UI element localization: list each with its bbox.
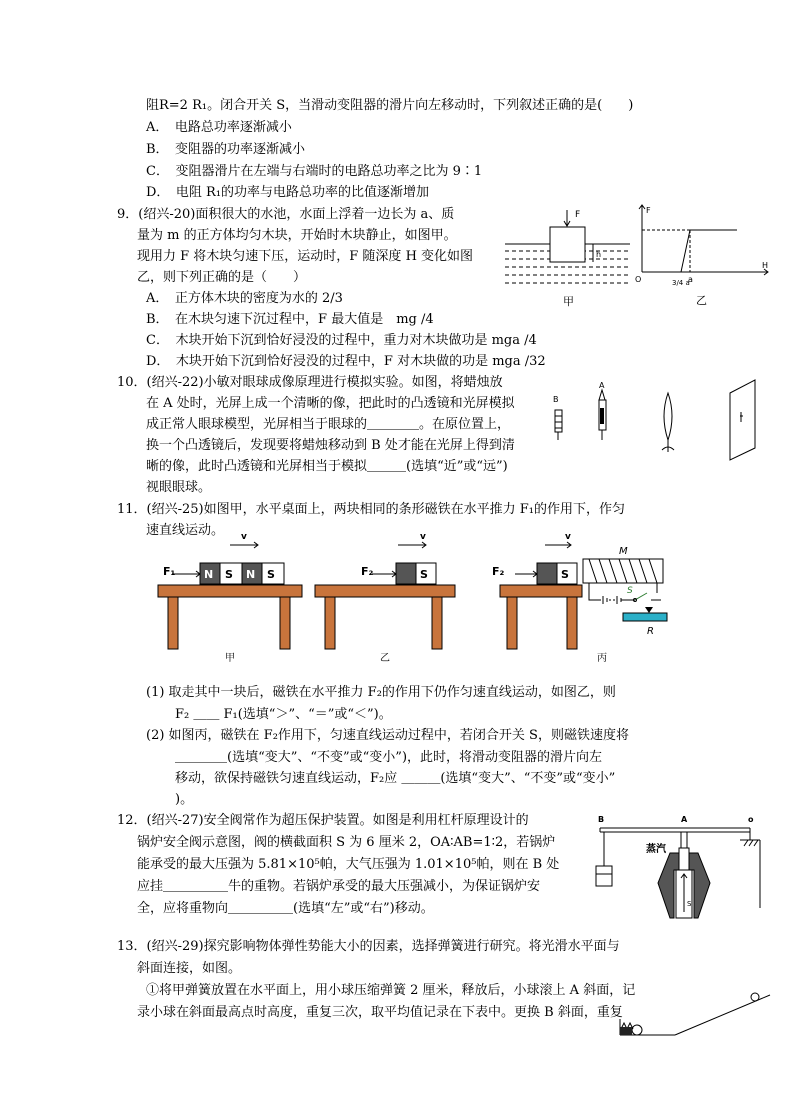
q9-label-h: h xyxy=(596,250,602,259)
q12-line-4: 应挂＿＿＿＿＿牛的重物。若锅炉承受的最大压强减小，为保证锅炉安 xyxy=(137,879,541,894)
q12-line-5: 全，应将重物向＿＿＿＿＿(选填“左”或“右”)移动。 xyxy=(137,901,434,916)
q11-yi-magnet-s: S xyxy=(420,568,428,581)
q11-jia-magnet-s1: S xyxy=(225,568,233,581)
q9-option-d: D． 木块开始下沉到恰好浸没的过程中，F 对木块做的功是 mga /32 xyxy=(146,354,546,369)
q11-jia-velocity: v xyxy=(241,532,247,542)
q11-caption-yi: 乙 xyxy=(380,653,390,664)
q11-bing-label-m: M xyxy=(619,546,628,557)
q11-caption-bing: 丙 xyxy=(597,653,607,664)
q11-figure-yi xyxy=(310,525,460,665)
q12-label-s: S xyxy=(687,900,692,908)
q9-option-a: A． 正方体木块的密度为水的 2/3 xyxy=(146,291,343,306)
q12-label-o: o xyxy=(748,815,754,824)
q11-part1-line-2: F₂ ＿＿ F₁(选填“＞”、“＝”或“＜”)。 xyxy=(175,707,392,722)
q9-graph-label-o: O xyxy=(635,275,642,284)
q8-option-a: A． 电路总功率逐渐减小 xyxy=(146,120,292,135)
q11-caption-jia: 甲 xyxy=(225,653,235,664)
q11-jia-f1: F₁ xyxy=(163,565,176,578)
q13-line-1: 13．(绍兴-29)探究影响物体弹性势能大小的因素，选择弹簧进行研究。将光滑水平面与 xyxy=(117,939,620,954)
q9-caption-jia: 甲 xyxy=(563,295,574,308)
q10-line-5: 晰的像，此时凸透镜和光屏相当于模拟＿＿＿(选填“近”或“远”) xyxy=(146,459,508,474)
q12-figure xyxy=(590,808,780,928)
q10-label-b: B xyxy=(553,395,559,404)
q10-line-4: 换一个凸透镜后，发现要将蜡烛移动到 B 处才能在光屏上得到清 xyxy=(146,438,515,453)
q11-bing-label-switch: S xyxy=(627,586,633,596)
q9-graph-label-a: a xyxy=(688,275,693,284)
q12-label-a: A xyxy=(681,815,688,824)
q13-figure xyxy=(615,985,775,1045)
q11-jia-magnet-n2: N xyxy=(246,568,256,581)
q10-line-2: 在 A 处时，光屏上成一个清晰的像，把此时的凸透镜和光屏模拟 xyxy=(146,396,515,411)
q11-bing-velocity: v xyxy=(565,532,571,542)
q11-part2-line-1: (2) 如图丙，磁铁在 F₂作用下，匀速直线运动过程中，若闭合开关 S，则磁铁速度将 xyxy=(146,728,629,743)
q12-line-1: 12．(绍兴-27)安全阀常作为超压保护装置。如图是利用杠杆原理设计的 xyxy=(117,813,529,828)
q9-option-b: B． 在木块匀速下沉过程中，F 最大值是 mg /4 xyxy=(146,312,434,327)
q9-option-c: C． 木块开始下沉到恰好浸没的过程中，重力对木块做功是 mga /4 xyxy=(146,333,537,348)
q8-stem: 阻R=2 R₁。闭合开关 S，当滑动变阻器的滑片向左移动时，下列叙述正确的是( ) xyxy=(146,98,634,113)
q11-bing-magnet-s: S xyxy=(561,568,569,581)
q12-label-steam: 蒸汽 xyxy=(646,844,666,855)
q11-figure-bing xyxy=(485,525,685,665)
q12-line-3: 能承受的最大压强为 5.81×10⁵帕，大气压强为 1.01×10⁵帕，则在 B 处 xyxy=(137,857,560,872)
q11-yi-velocity: v xyxy=(420,532,426,542)
q11-part2-line-4: )。 xyxy=(175,792,194,807)
q9-label-f: F xyxy=(575,210,581,220)
q11-bing-f2: F₂ xyxy=(492,565,505,578)
q11-jia-magnet-n1: N xyxy=(204,568,214,581)
q13-line-3: ①将甲弹簧放置在水平面上，用小球压缩弹簧 2 厘米，释放后，小球滚上 A 斜面，记 xyxy=(146,983,636,998)
q9-graph-label-f: F xyxy=(646,206,651,215)
q11-line-2: 速直线运动。 xyxy=(146,523,225,538)
q9-line-4: 乙，则下列正确的是（ ） xyxy=(137,270,307,285)
q12-label-b: B xyxy=(598,815,605,824)
q9-line-3: 现用力 F 将木块匀速下压，运动时，F 随深度 H 变化如图 xyxy=(137,249,474,264)
q11-line-1: 11．(绍兴-25)如图甲，水平桌面上，两块相同的条形磁铁在水平推力 F₁的作用下，作匀 xyxy=(117,502,625,517)
q10-label-a: A xyxy=(599,381,605,390)
q9-figure-jia xyxy=(505,205,630,313)
q9-graph-label-34a: 3/4 a xyxy=(672,279,690,287)
q11-part1-line-1: (1) 取走其中一块后，磁铁在水平推力 F₂的作用下仍作匀速直线运动，如图乙，则 xyxy=(146,685,616,700)
q13-line-4: 录小球在斜面最高点时高度，重复三次，取平均值记录在下表中。更换 B 斜面，重复 xyxy=(137,1005,623,1020)
q13-line-2: 斜面连接，如图。 xyxy=(137,961,242,976)
q9-figure-yi xyxy=(632,200,772,308)
q9-line-1: 9．(绍兴-20)面积很大的水池，水面上浮着一边长为 a、质 xyxy=(117,207,455,222)
q9-graph-label-h: H xyxy=(762,261,769,270)
q11-yi-f2: F₂ xyxy=(361,565,374,578)
q8-option-c: C． 变阻器滑片在左端与右端时的电路总功率之比为 9∶1 xyxy=(146,164,483,179)
q8-option-b: B． 变阻器的功率逐渐减小 xyxy=(146,142,306,157)
q11-figure-jia xyxy=(150,525,300,665)
q9-caption-yi: 乙 xyxy=(696,294,707,307)
q8-option-d: D． 电阻 R₁的功率与电路总功率的比值逐渐增加 xyxy=(146,185,430,200)
q11-part2-line-3: 移动，欲保持磁铁匀速直线运动，F₂应 ＿＿＿(选填“变大”、“不变”或“变小” xyxy=(175,771,616,786)
q10-line-6: 视眼眼球。 xyxy=(146,480,212,495)
q11-bing-label-r: R xyxy=(647,626,654,637)
q11-part2-line-2: ＿＿＿＿(选填“变大”、“不变”或“变小”)，此时，将滑动变阻器的滑片向左 xyxy=(175,750,603,765)
q10-line-1: 10．(绍兴-22)小敏对眼球成像原理进行模拟实验。如图，将蜡烛放 xyxy=(117,375,503,390)
q10-line-3: 成正常人眼球模型，光屏相当于眼球的＿＿＿＿。在原位置上， xyxy=(146,417,511,432)
q10-figure xyxy=(550,378,780,468)
q12-line-2: 锅炉安全阀示意图，阀的横截面积 S 为 6 厘米 2，OA∶AB=1∶2，若锅炉 xyxy=(137,835,556,850)
q9-line-2: 量为 m 的正方体均匀木块，开始时木块静止，如图甲。 xyxy=(137,228,457,243)
q11-jia-magnet-s2: S xyxy=(267,568,275,581)
